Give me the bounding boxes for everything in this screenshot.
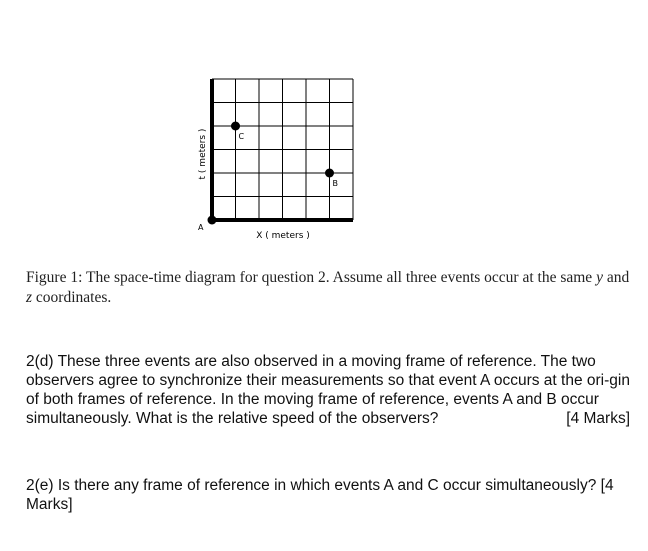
event-label-b: B	[332, 179, 338, 188]
figure-caption	[26, 268, 630, 308]
event-label-a: A	[198, 223, 204, 232]
event-point-a	[208, 216, 217, 225]
event-label-c: C	[238, 132, 245, 141]
question-2e	[26, 476, 630, 514]
question-2d-marks: [4 Marks]	[566, 410, 630, 427]
caption-text: The space-time diagram for question 2. Assume all three events occur at the same	[86, 269, 593, 286]
spacetime-diagram	[0, 0, 648, 250]
question-2d-text: 2(d) These three events are also observed in a moving frame of reference. The two observers agree to synchronize their measurements so that event A occurs at the ori-gin of both frames of reference. In the moving frame of reference, events A and B occur simultaneously. What is the relative speed of the observers?	[26, 353, 630, 427]
caption-end: coordinates.	[35, 289, 112, 306]
caption-and: and	[606, 269, 630, 286]
question-2e-text: 2(e) Is there any frame of reference in which events A and C occur simultaneously? [4 Marks]	[26, 477, 614, 513]
caption-var-y: y	[596, 269, 603, 286]
caption-var-z: z	[26, 289, 33, 306]
y-axis-label: t ( meters )	[198, 128, 208, 180]
event-point-b	[325, 169, 334, 178]
x-axis-label: X ( meters )	[256, 231, 310, 241]
caption-prefix: Figure 1:	[26, 269, 83, 286]
grid-lines	[212, 79, 353, 220]
event-point-c	[231, 122, 240, 131]
question-2d	[26, 352, 630, 428]
